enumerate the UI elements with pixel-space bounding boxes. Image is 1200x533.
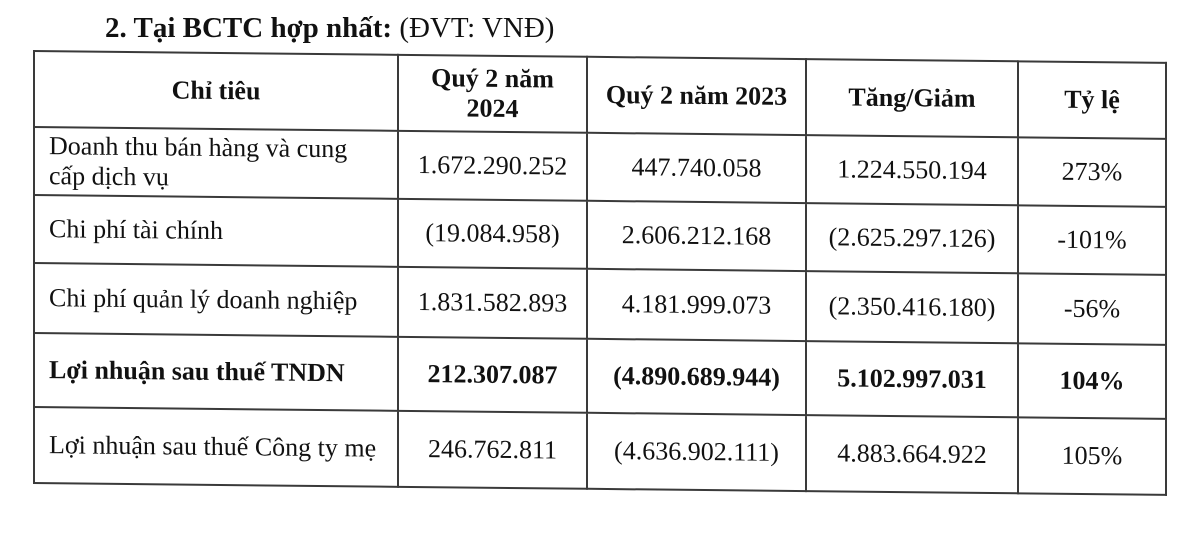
section-heading	[105, 8, 554, 48]
row-label: Lợi nhuận sau thuế Công ty mẹ	[34, 407, 398, 487]
cell-q2-2023: (4.890.689.944)	[587, 339, 806, 415]
cell-change: 1.224.550.194	[806, 135, 1018, 205]
cell-ratio: -101%	[1018, 205, 1166, 275]
cell-q2-2024: 1.831.582.893	[398, 267, 587, 339]
cell-q2-2023: 4.181.999.073	[587, 269, 806, 341]
table-row	[34, 263, 1166, 345]
cell-q2-2023: 447.740.058	[587, 133, 806, 203]
cell-ratio: 273%	[1018, 137, 1166, 207]
row-label: Chi phí quản lý doanh nghiệp	[34, 263, 398, 337]
header-change: Tăng/Giảm	[806, 59, 1018, 137]
row-label: Chi phí tài chính	[34, 195, 398, 267]
cell-q2-2024: 212.307.087	[398, 337, 587, 413]
section-title: 2. Tại BCTC hợp nhất:	[105, 12, 393, 44]
row-label: Doanh thu bán hàng và cung cấp dịch vụ	[34, 127, 398, 199]
cell-q2-2023: 2.606.212.168	[587, 201, 806, 271]
table-row	[34, 127, 1166, 207]
cell-change: 4.883.664.922	[806, 415, 1018, 493]
cell-ratio: 104%	[1018, 343, 1166, 419]
cell-q2-2024: 246.762.811	[398, 411, 587, 489]
table-row	[34, 195, 1166, 275]
header-q2-2023: Quý 2 năm 2023	[587, 57, 806, 135]
header-q2-2024: Quý 2 năm 2024	[398, 55, 587, 133]
header-ratio: Tỷ lệ	[1018, 61, 1166, 139]
table-row	[34, 333, 1166, 419]
cell-change: (2.625.297.126)	[806, 203, 1018, 273]
financial-table	[33, 50, 1167, 496]
cell-q2-2024: (19.084.958)	[398, 199, 587, 269]
cell-ratio: 105%	[1018, 417, 1166, 495]
table-header-row	[34, 51, 1166, 139]
cell-q2-2024: 1.672.290.252	[398, 131, 587, 201]
table-row	[34, 407, 1166, 495]
row-label: Lợi nhuận sau thuế TNDN	[34, 333, 398, 411]
currency-unit: (ĐVT: VNĐ)	[399, 12, 555, 44]
cell-ratio: -56%	[1018, 273, 1166, 345]
header-indicator: Chỉ tiêu	[34, 51, 398, 131]
cell-q2-2023: (4.636.902.111)	[587, 413, 806, 491]
cell-change: 5.102.997.031	[806, 341, 1018, 417]
cell-change: (2.350.416.180)	[806, 271, 1018, 343]
